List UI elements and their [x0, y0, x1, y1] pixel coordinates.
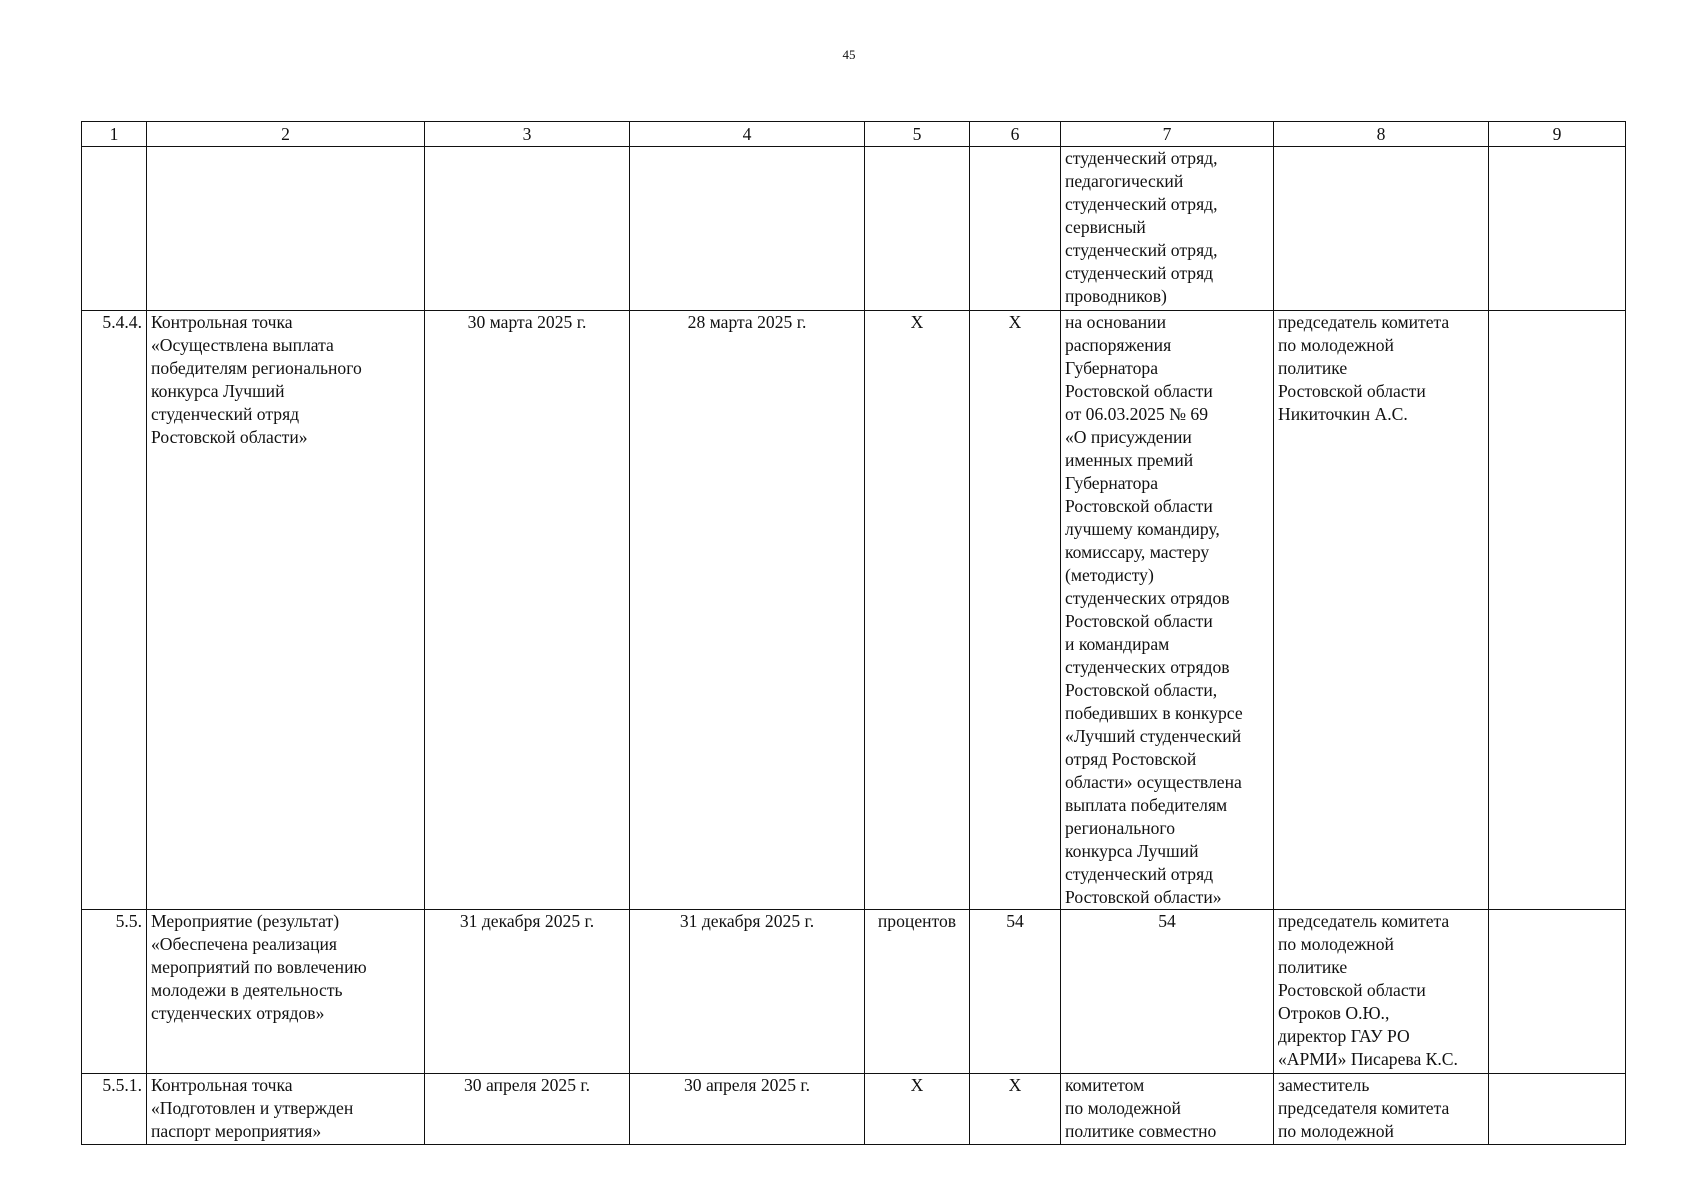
result-line: «О присуждении: [1065, 427, 1192, 447]
column-header: 6: [970, 122, 1061, 147]
result-line: (методисту): [1065, 565, 1154, 585]
unit-cell: X: [865, 1074, 970, 1145]
item-name-line: студенческих отрядов»: [151, 1003, 325, 1023]
result-line: Ростовской области: [1065, 381, 1213, 401]
planned-date-cell: 30 апреля 2025 г.: [425, 1074, 630, 1145]
table-row-continuation: [82, 147, 1626, 311]
item-number-cell: 5.5.: [82, 910, 147, 1074]
responsible-line: директор ГАУ РО: [1278, 1026, 1410, 1046]
result-line: комиссару, мастеру: [1065, 542, 1210, 562]
page-number: 45: [842, 47, 856, 62]
responsible-cell: [1274, 147, 1489, 311]
result-line: распоряжения: [1065, 335, 1172, 355]
result-cell: [1061, 311, 1274, 910]
plan-table: [81, 121, 1626, 1145]
item-name-line: Контрольная точка: [151, 312, 293, 332]
actual-date-cell: 30 апреля 2025 г.: [630, 1074, 865, 1145]
responsible-line: Никиточкин А.С.: [1278, 404, 1408, 424]
result-line: студенческий отряд: [1065, 263, 1214, 283]
column-header: 5: [865, 122, 970, 147]
unit-cell: X: [865, 311, 970, 910]
column-header: 4: [630, 122, 865, 147]
result-line: Ростовской области»: [1065, 887, 1222, 907]
responsible-line: политике: [1278, 358, 1348, 378]
result-line: Губернатора: [1065, 358, 1159, 378]
responsible-line: по молодежной: [1278, 934, 1394, 954]
column-header: 7: [1061, 122, 1274, 147]
result-line: студенческих отрядов: [1065, 657, 1230, 677]
result-line: «Лучший студенческий: [1065, 726, 1242, 746]
value-cell: X: [970, 1074, 1061, 1145]
result-line: сервисный: [1065, 217, 1146, 237]
responsible-line: заместитель: [1278, 1075, 1370, 1095]
result-line: на основании: [1065, 312, 1167, 332]
responsible-cell: [1274, 1074, 1489, 1145]
result-line: конкурса Лучший: [1065, 841, 1199, 861]
responsible-line: политике: [1278, 957, 1348, 977]
item-name-line: Контрольная точка: [151, 1075, 293, 1095]
responsible-line: Ростовской области: [1278, 980, 1426, 1000]
result-cell: [1061, 147, 1274, 311]
result-line: Ростовской области,: [1065, 680, 1218, 700]
column-header: 1: [82, 122, 147, 147]
responsible-line: председатель комитета: [1278, 312, 1450, 332]
responsible-line: Ростовской области: [1278, 381, 1426, 401]
value-cell: [970, 147, 1061, 311]
value-cell: 54: [970, 910, 1061, 1074]
column-header: 3: [425, 122, 630, 147]
actual-date-cell: [630, 147, 865, 311]
result-line: комитетом: [1065, 1075, 1145, 1095]
result-line: области» осуществлена: [1065, 772, 1242, 792]
item-name-cell: [147, 147, 425, 311]
result-cell: [1061, 1074, 1274, 1145]
column-header: 2: [147, 122, 425, 147]
note-cell: [1489, 311, 1626, 910]
table-row-5-5-1: [82, 1074, 1626, 1145]
result-line: студенческий отряд: [1065, 864, 1214, 884]
result-line: отряд Ростовской: [1065, 749, 1197, 769]
result-line: победивших в конкурсе: [1065, 703, 1243, 723]
item-name-line: студенческий отряд: [151, 404, 300, 424]
item-name-line: мероприятий по вовлечению: [151, 957, 367, 977]
item-number-cell: 5.4.4.: [82, 311, 147, 910]
item-name-cell: [147, 1074, 425, 1145]
item-name-line: победителям регионального: [151, 358, 362, 378]
responsible-line: председатель комитета: [1278, 911, 1450, 931]
item-name-line: Ростовской области»: [151, 427, 308, 447]
result-line: политике совместно: [1065, 1121, 1217, 1141]
planned-date-cell: 30 марта 2025 г.: [425, 311, 630, 910]
result-line: студенческих отрядов: [1065, 588, 1230, 608]
table-row-5-4-4: [82, 311, 1626, 910]
unit-cell: процентов: [865, 910, 970, 1074]
result-line: 54: [1158, 911, 1176, 931]
note-cell: [1489, 910, 1626, 1074]
responsible-cell: [1274, 910, 1489, 1074]
item-name-line: конкурса Лучший: [151, 381, 285, 401]
result-line: выплата победителям: [1065, 795, 1228, 815]
item-number-cell: 5.5.1.: [82, 1074, 147, 1145]
result-line: по молодежной: [1065, 1098, 1181, 1118]
planned-date-cell: 31 декабря 2025 г.: [425, 910, 630, 1074]
result-line: студенческий отряд,: [1065, 148, 1218, 168]
planned-date-cell: [425, 147, 630, 311]
header-row: [82, 122, 1626, 147]
item-name-line: «Подготовлен и утвержден: [151, 1098, 354, 1118]
responsible-line: «АРМИ» Писарева К.С.: [1278, 1049, 1458, 1069]
column-header: 8: [1274, 122, 1489, 147]
responsible-line: председателя комитета: [1278, 1098, 1450, 1118]
column-header: 9: [1489, 122, 1626, 147]
result-line: Ростовской области: [1065, 496, 1213, 516]
unit-cell: [865, 147, 970, 311]
result-line: лучшему командиру,: [1065, 519, 1220, 539]
note-cell: [1489, 1074, 1626, 1145]
item-name-line: «Обеспечена реализация: [151, 934, 338, 954]
result-line: студенческий отряд,: [1065, 240, 1218, 260]
responsible-cell: [1274, 311, 1489, 910]
item-name-line: Мероприятие (результат): [151, 911, 340, 931]
result-line: от 06.03.2025 № 69: [1065, 404, 1209, 424]
note-cell: [1489, 147, 1626, 311]
item-name-line: «Осуществлена выплата: [151, 335, 334, 355]
item-number-cell: [82, 147, 147, 311]
result-line: Ростовской области: [1065, 611, 1213, 631]
table-row-5-5: [82, 910, 1626, 1074]
result-line: регионального: [1065, 818, 1176, 838]
item-name-line: паспорт мероприятия»: [151, 1121, 322, 1141]
responsible-line: по молодежной: [1278, 335, 1394, 355]
result-line: Губернатора: [1065, 473, 1159, 493]
actual-date-cell: 31 декабря 2025 г.: [630, 910, 865, 1074]
result-cell: [1061, 910, 1274, 1074]
value-cell: X: [970, 311, 1061, 910]
item-name-cell: [147, 311, 425, 910]
result-line: именных премий: [1065, 450, 1194, 470]
result-line: студенческий отряд,: [1065, 194, 1218, 214]
item-name-line: молодежи в деятельность: [151, 980, 343, 1000]
responsible-line: по молодежной: [1278, 1121, 1394, 1141]
item-name-cell: [147, 910, 425, 1074]
responsible-line: Отроков О.Ю.,: [1278, 1003, 1390, 1023]
actual-date-cell: 28 марта 2025 г.: [630, 311, 865, 910]
result-line: и командирам: [1065, 634, 1170, 654]
result-line: проводников): [1065, 286, 1167, 306]
result-line: педагогический: [1065, 171, 1184, 191]
